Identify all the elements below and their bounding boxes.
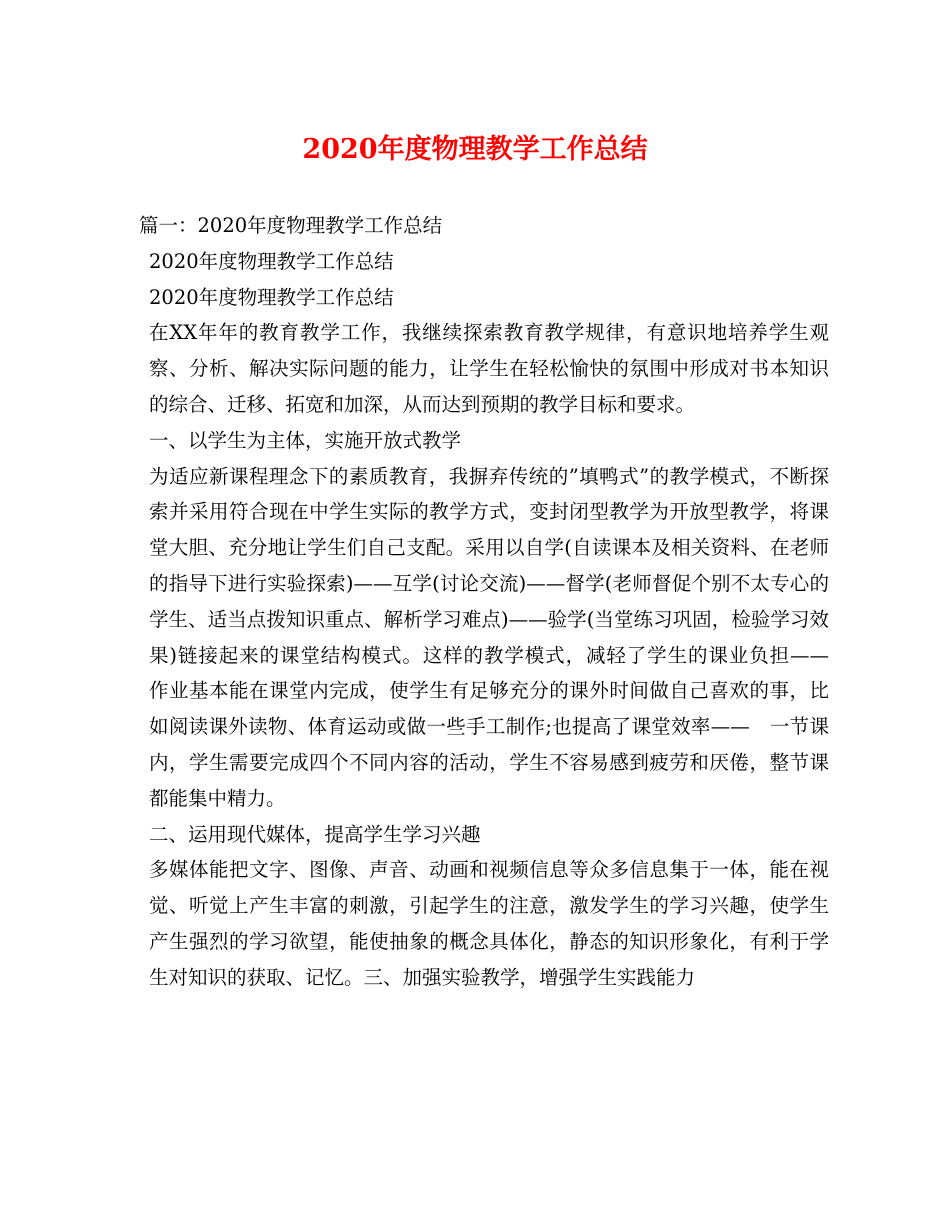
section-heading-1: 一、以学生为主体，实施开放式教学 bbox=[149, 428, 462, 452]
document-title: 2020年度物理教学工作总结 bbox=[302, 134, 648, 165]
section-heading-2: 二、运用现代媒体，提高学生学习兴趣 bbox=[149, 822, 481, 846]
paragraph-heading-1: 篇一：2020年度物理教学工作总结 bbox=[139, 214, 443, 237]
paragraph-intro: 在XX年年的教育教学工作，我继续探索教育教学规律，有意识地培养学生观察、分析、解决实际问题的能力，让学生在轻松愉快的氛围中形成对书本知识的综合、迁移、拓宽和加深，从而达到预期的教学目标和要求。 bbox=[149, 321, 829, 416]
paragraph-subtitle-1: 2020年度物理教学工作总结 bbox=[149, 249, 394, 273]
paragraph-subtitle-2: 2020年度物理教学工作总结 bbox=[149, 285, 394, 309]
paragraph-section-1: 为适应新课程理念下的素质教育，我摒弃传统的”填鸭式”的教学模式，不断探索并采用符合现在中学生实际的教学方式，变封闭型教学为开放型教学，将课堂大胆、充分地让学生们自己支配。采用以自学(自读课本及相关资料、在老师的指导下进行实验探索)——互学(讨论交流)——督学(老师督促个别不太专心的学生、适当点拨知识重点、解析学习难点)——验学(当堂练习巩固，检验学习效果)链接起来的课堂结构模式。这样的教学模式，减轻了学生的课业负担—— 作业基本能在课堂内完成，使学生有足够充分的课外时间做自己喜欢的事，比如阅读课外读物、体育运动或做一些手工制作;也提高了课堂效率—— 一节课内，学生需要完成四个不同内容的活动，学生不容易感到疲劳和厌倦，整节课都能集中精力。 bbox=[149, 464, 849, 810]
document-body bbox=[139, 208, 849, 996]
paragraph-section-2: 多媒体能把文字、图像、声音、动画和视频信息等众多信息集于一体，能在视觉、听觉上产生丰富的刺激，引起学生的注意，激发学生的学习兴趣，使学生产生强烈的学习欲望，能使抽象的概念具体化，静态的知识形象化，有利于学生对知识的获取、记忆。三、加强实验教学，增强学生实践能力 bbox=[149, 858, 829, 989]
